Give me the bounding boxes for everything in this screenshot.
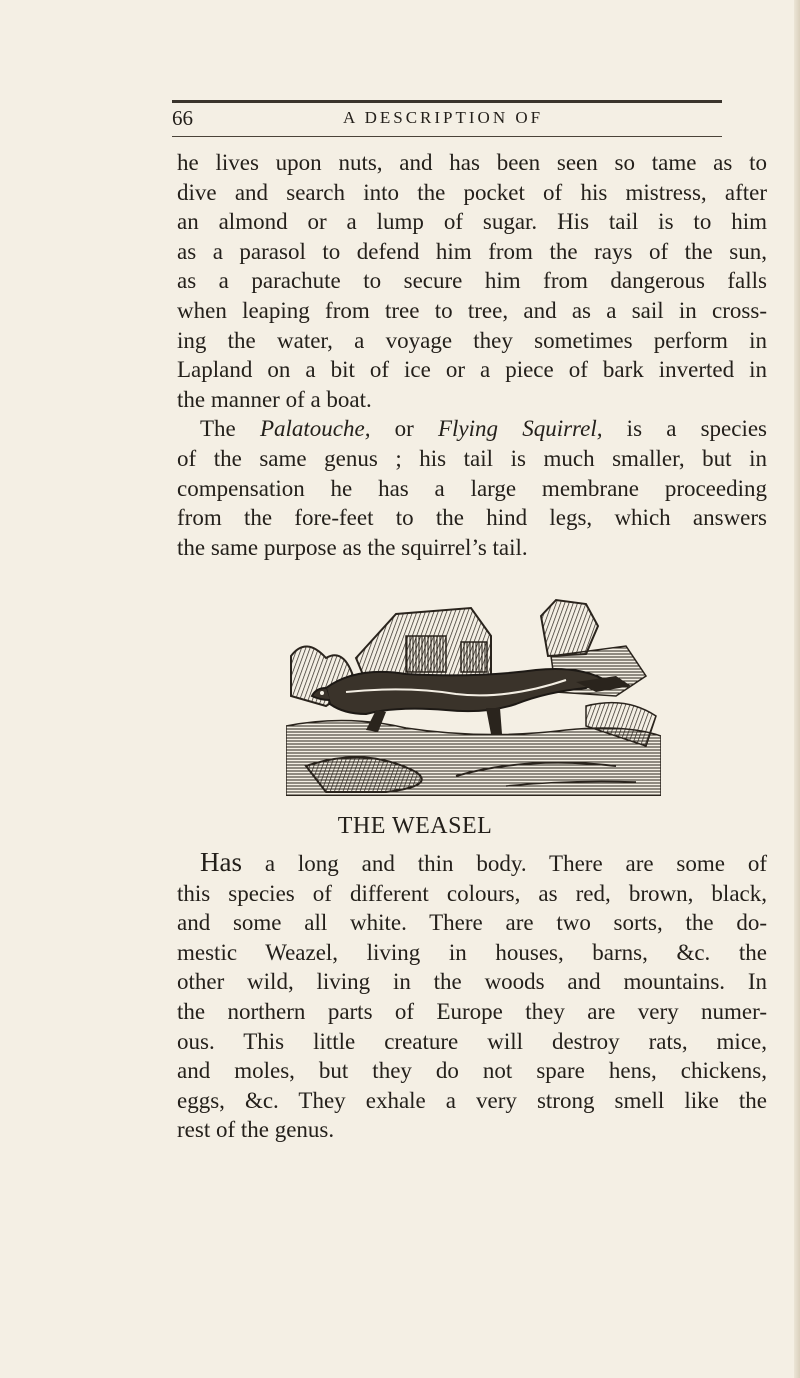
text-line: as a parasol to defend him from the rays of the sun, [177, 238, 767, 264]
text-line: Lapland on a bit of ice or a piece of bark inverted in [177, 357, 767, 383]
text-line: other wild, living in the woods and mountains. In [177, 969, 767, 995]
text-line: and moles, but they do not spare hens, chickens, [177, 1058, 767, 1084]
text-line: the northern parts of Europe they are very numer- [177, 998, 767, 1024]
running-head: A DESCRIPTION OF [343, 108, 544, 127]
opening-word: Has [200, 847, 242, 877]
text-line: he lives upon nuts, and has been seen so tame as to [177, 150, 767, 175]
text-line: the same purpose as the squirrel’s tail. [177, 534, 528, 560]
page-number: 66 [172, 106, 193, 130]
text-run: is a species [602, 416, 768, 442]
header-rule-bottom [172, 136, 722, 137]
text-line [177, 414, 767, 444]
text-line: ing the water, a voyage they sometimes perform in [177, 327, 767, 353]
header-rule-top [172, 100, 722, 103]
italic-term-palatouche: Palatouche, [259, 416, 371, 442]
text-line: mestic Weazel, living in houses, barns, &c. the [177, 939, 767, 965]
weasel-woodcut-icon [286, 596, 661, 796]
text-line: compensation he has a large membrane proceeding [177, 475, 767, 501]
text-line: the manner of a boat. [177, 386, 372, 412]
text-run: a long and thin body. There are some of [242, 851, 767, 876]
text-line: from the fore-feet to the hind legs, which answers [177, 505, 767, 531]
page-header [172, 92, 722, 142]
text-line: when leaping from tree to tree, and as a sail in cross- [177, 297, 767, 323]
paragraph-weasel [177, 848, 767, 1145]
text-line [177, 848, 767, 879]
paragraph-squirrel-continued [177, 148, 767, 562]
text-line: an almond or a lump of sugar. His tail is to him [177, 209, 767, 235]
text-line: and some all white. There are two sorts, the do- [177, 910, 767, 936]
text-run: or [370, 416, 438, 442]
page-edge [794, 0, 800, 1378]
text-line: as a parachute to secure him from dangerous falls [177, 268, 767, 294]
text-line: dive and search into the pocket of his mistress, after [177, 179, 767, 205]
text-line: eggs, &c. They exhale a very strong smell like the [177, 1087, 767, 1113]
text-line: of the same genus ; his tail is much smaller, but in [177, 445, 767, 471]
text-line: ous. This little creature will destroy rats, mice, [177, 1028, 767, 1054]
text-line: rest of the genus. [177, 1117, 335, 1143]
text-line: this species of different colours, as red, brown, black, [177, 880, 767, 906]
section-title: THE WEASEL [337, 813, 493, 839]
text-run: The [200, 416, 260, 442]
italic-term-flying-squirrel: Flying Squirrel, [437, 416, 603, 442]
